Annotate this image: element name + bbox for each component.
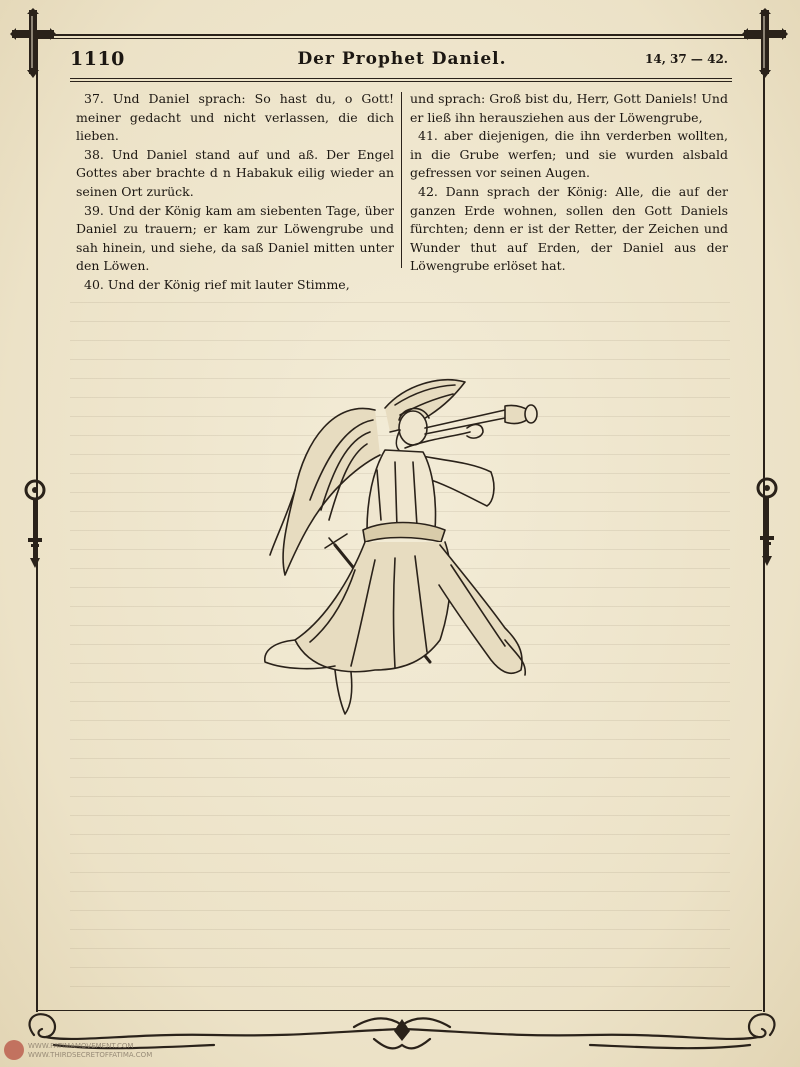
- side-fleuron-icon: [20, 478, 50, 568]
- running-header: [70, 48, 734, 74]
- frame-top-rule: [38, 34, 762, 36]
- text-column-right: [410, 90, 728, 276]
- side-fleuron-icon: [752, 476, 782, 566]
- column-divider: [401, 92, 402, 268]
- corner-cross-icon: [742, 8, 788, 78]
- corner-cross-icon: [10, 8, 56, 78]
- verse-37: 37. Und Daniel sprach: So hast du, o Gott! meiner gedacht und nicht verlassen, die dich lieben.: [76, 91, 394, 144]
- watermark-line-1: WWW.FATIMAMOVEMENT.COM: [28, 1042, 134, 1050]
- watermark-line-2: WWW.THIRDSECRETOFFATIMA.COM: [28, 1051, 153, 1059]
- watermark-seal-icon: [4, 1040, 24, 1060]
- frame-top-rule-inner: [38, 38, 762, 39]
- verse-39: 39. Und der König kam am siebenten Tage, über Daniel zu trauern; er kam zur Löwengrube und sah hinein, und siehe, da saß Daniel mitten unter den Löwen.: [76, 202, 394, 274]
- header-rule: [70, 78, 732, 79]
- text-column-left: [76, 90, 394, 295]
- verse-42: 42. Dann sprach der König: Alle, die auf der ganzen Erde wohnen, sollen den Gott Daniels fürchten; denn er ist der Retter, der Zeichen und Wunder thut auf Erden, der Daniel aus der Löwengrube erlöset hat.: [410, 183, 728, 274]
- verse-40: 40. Und der König rief mit lauter Stimme,: [84, 276, 350, 292]
- verse-38: 38. Und Daniel stand auf und aß. Der Engel Gottes aber brachte d n Habakuk eilig wieder an seinen Ort zurück.: [76, 146, 394, 199]
- website-watermark: [4, 1040, 224, 1064]
- verse-range: 14, 37 — 42.: [645, 52, 728, 66]
- angel-with-trumpet-icon: [255, 370, 545, 720]
- verse-41: 41. aber diejenigen, die ihn verderben wollten, in die Grube werfen; und sie wurden alsbald gefressen vor seinen Augen.: [410, 128, 728, 181]
- running-title: Der Prophet Daniel.: [297, 49, 507, 69]
- verse-40-continued: und sprach: Groß bist du, Herr, Gott Daniels! Und er ließ ihn herausziehen aus der Löwengrube,: [410, 91, 728, 125]
- page-number: 1110: [70, 48, 125, 70]
- header-rule-thin: [70, 81, 732, 82]
